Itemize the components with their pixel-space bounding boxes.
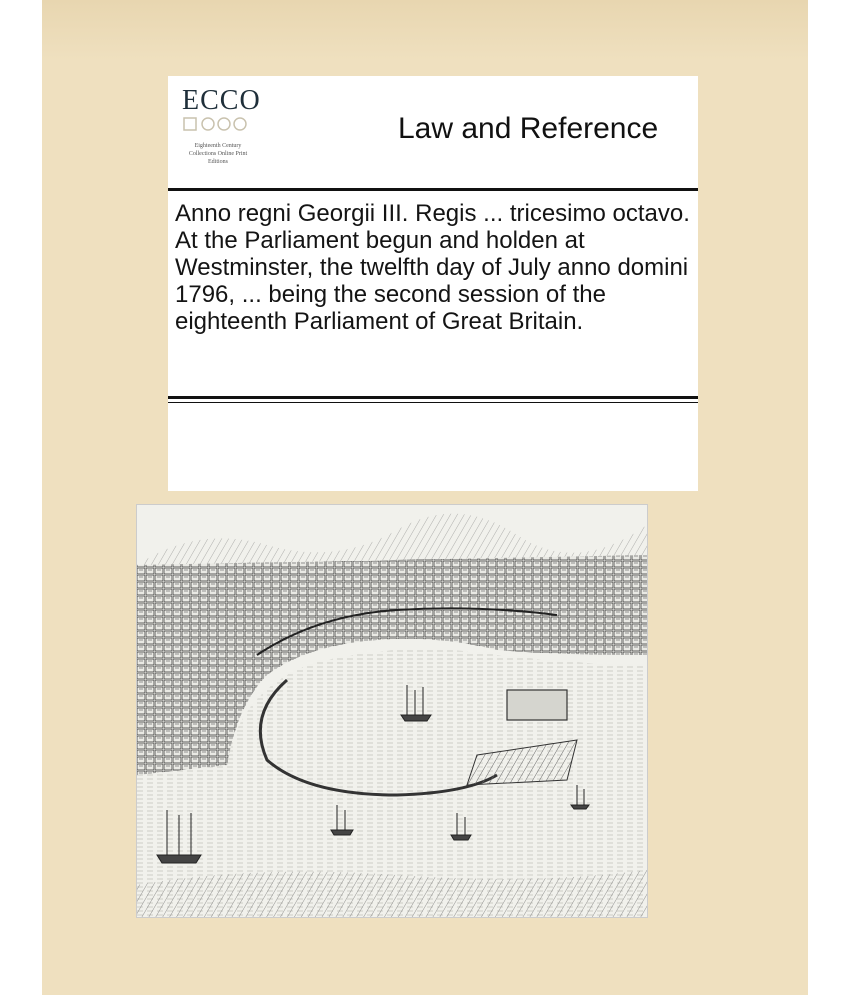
title-bottom-rule-thin [168, 402, 698, 403]
series-label: Law and Reference [398, 112, 659, 145]
series-band [168, 76, 698, 188]
title-top-rule [168, 188, 698, 191]
book-title: Anno regni Georgii III. Regis ... tricesimo octavo. At the Parliament begun and holden at Westminster, the twelfth day of July anno domini 1796, ... being the second session of the eighteenth Parliament of Great Britain. [175, 200, 690, 335]
engraving-drawing [137, 505, 647, 917]
ecco-logo-icon [182, 86, 262, 182]
cover-shade [42, 0, 808, 60]
harbour-city-engraving [136, 504, 648, 918]
logo-mark: ECCO [182, 85, 261, 116]
logo-mark-reflection [182, 114, 262, 136]
logo-caption: Eighteenth Century Collections Online Print Editions [188, 143, 248, 165]
title-panel [168, 76, 698, 491]
title-bottom-rule [168, 396, 698, 399]
